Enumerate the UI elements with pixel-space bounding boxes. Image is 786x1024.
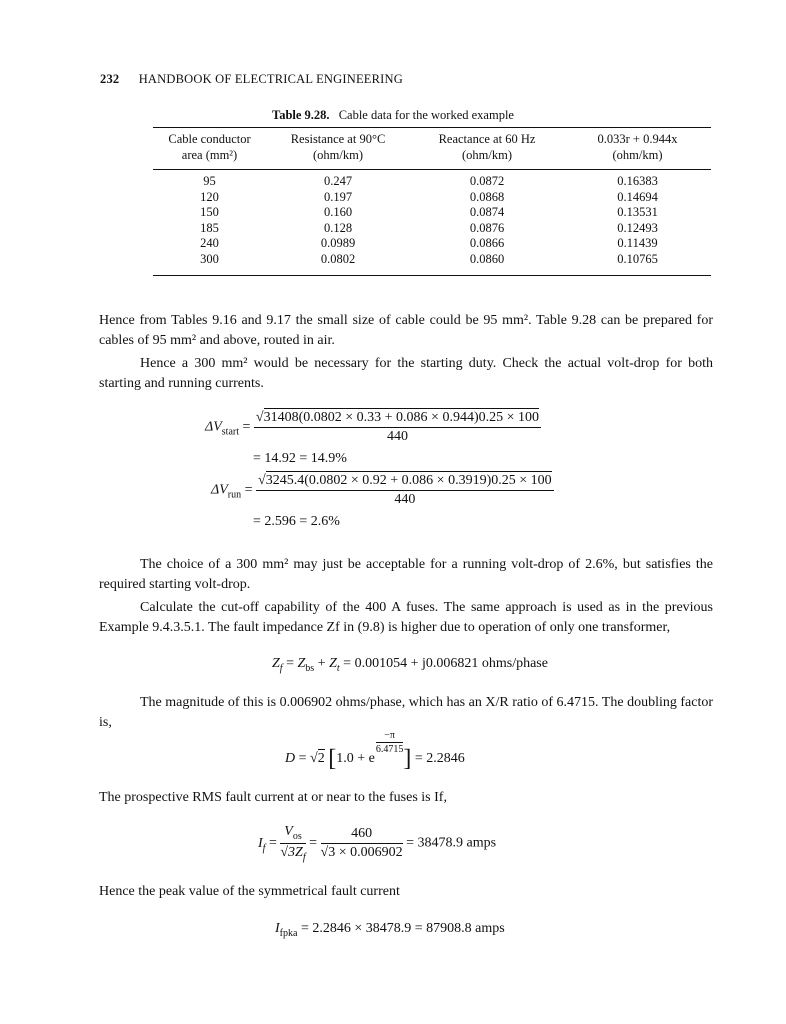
table-header-row <box>153 131 711 163</box>
col-header-resistance: Resistance at 90°C (ohm/km) <box>290 132 386 162</box>
col-header-impedance: 0.033r + 0.944x (ohm/km) <box>597 132 678 162</box>
table-row: 120 0.197 0.0868 0.14694 <box>200 189 658 204</box>
table-caption-text: Cable data for the worked example <box>338 108 514 122</box>
paragraph-rms-current: The prospective RMS fault current at or near to the fuses is If, <box>99 790 447 805</box>
equation-dv-run: $\Delta V_{run}$ = $\frac{√3245.4(0.0802 \times 0.92 + 0.086 \times 0.3919)0.25 \times 100}{440}$ <box>211 473 552 507</box>
equation-zf: $Z_f = Z_{bs} + Z_t = 0.001054 + j0.006821$ ohms/phase <box>272 656 548 674</box>
result-dv-run: = 2.596 = 2.6% <box>253 514 340 529</box>
paragraph-choice: The choice of a 300 mm² may just be acceptable for a running volt-drop of 2.6%, but satisfies the required starting volt-drop. <box>99 557 713 592</box>
equation-peak-current: $I_{fpka} = 2.2846 \times 38478.9 = 87908.8$ amps <box>275 921 505 939</box>
equation-dv-start: $\Delta V_{start}$ = $\frac{√31408(0.0802 \times 0.33 + 0.086 \times 0.944)0.25 \times 100}{440}$ <box>205 410 539 444</box>
running-title: HANDBOOK OF ELECTRICAL ENGINEERING <box>138 72 403 86</box>
table-row: 150 0.160 0.0874 0.13531 <box>200 205 658 219</box>
equation-doubling-factor: D = √2 [1.0 + e $\frac{-\pi}{6.4715}$ ] = 2.2846 <box>285 730 465 772</box>
paragraph-magnitude: The magnitude of this is 0.006902 ohms/phase, which has an X/R ratio of 6.4715. The doubling factor is, <box>99 695 713 730</box>
fraction-if-numeric: $\frac{460}{√3 \times 0.006902}$ <box>320 825 403 860</box>
table-caption <box>0 108 786 123</box>
fraction-dv-run: $\frac{√3245.4(0.0802 \times 0.92 + 0.086 \times 0.3919)0.25 \times 100}{440}$ <box>258 473 552 507</box>
paragraph-peak: Hence the peak value of the symmetrical fault current <box>99 884 400 899</box>
col-header-reactance: Reactance at 60 Hz (ohm/km) <box>438 132 536 162</box>
table-top-rule <box>153 127 711 128</box>
table-row: 300 0.0802 0.0860 0.10765 <box>200 251 658 266</box>
fraction-dv-start: $\frac{√31408(0.0802 \times 0.33 + 0.086 \times 0.944)0.25 \times 100}{440}$ <box>255 410 539 444</box>
table-row: 240 0.0989 0.0866 0.11439 <box>200 236 658 250</box>
page-number: 232 <box>100 72 120 86</box>
table-row: 185 0.128 0.0876 0.12493 <box>200 220 658 235</box>
cable-data-table <box>153 131 711 267</box>
result-dv-start: = 14.92 = 14.9% <box>253 451 347 466</box>
col-header-area: Cable conductor area (mm²) <box>168 132 251 162</box>
table-row: 95 0.247 0.0872 0.16383 <box>203 174 658 188</box>
paragraph-cutoff: Calculate the cut-off capability of the 400 A fuses. The same approach is used as in the previous Example 9.4.3.5.1. The fault impedance Zf in (9.8) is higher due to operation of only one transformer, <box>99 600 713 635</box>
table-bottom-rule <box>153 275 711 276</box>
fraction-if-symbolic: $\frac{V_{os}}{√3Z_f}$ <box>280 824 306 863</box>
paragraph-starting-duty: Hence a 300 mm² would be necessary for the starting duty. Check the actual volt-drop for both starting and running currents. <box>99 356 713 391</box>
paragraph-cable-size: Hence from Tables 9.16 and 9.17 the small size of cable could be 95 mm². Table 9.28 can be prepared for cables of 95 mm² and above, routed in air. <box>99 313 713 348</box>
table-label: Table 9.28. <box>272 108 330 122</box>
running-header <box>100 72 403 87</box>
equation-fault-current: $I_f$ = $\frac{V_{os}}{√3Z_f}$ = $\frac{460}{√3 \times 0.006902}$ = 38478.9 amps <box>258 824 497 863</box>
